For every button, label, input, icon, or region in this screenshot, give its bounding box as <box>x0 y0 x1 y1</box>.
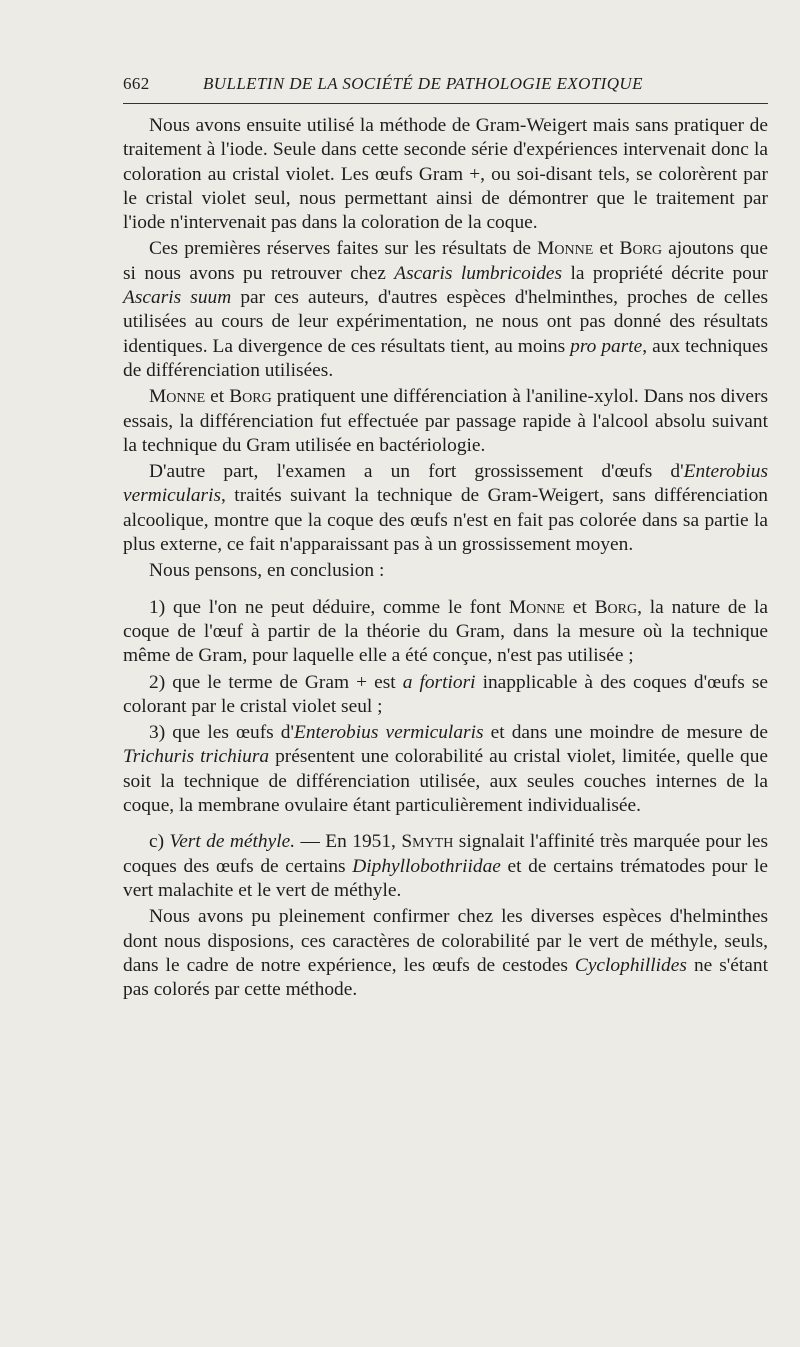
paragraph-differenciation: Monne et Borg pratiquent une différenciation à l'aniline-xylol. Dans nos divers essais, la différenciation fut effectuée par passage rapide à l'alcool absolu suivant la technique du Gram utilisée en bactériologie. <box>123 386 768 456</box>
author-monne: Monne <box>537 238 594 260</box>
taxon-name: Diphyllobothriidae <box>352 855 501 877</box>
paragraph-reserves: Ces premières réserves faites sur les résultats de Monne et Borg ajoutons que si nous avons pu retrouver chez Ascaris lumbricoides la propriété décrite pour Ascaris suum par ces auteurs, d'autres espèces d'helminthes, proches de celles utilisées au cours de leur expérimentation, ne nous ont pas donné des résultats identiques. La divergence de ces résultats tient, au moins pro parte, aux techniques de différenciation utilisées. <box>123 238 769 381</box>
author-monne: Monne <box>508 596 565 618</box>
latin-phrase: a fortiori <box>402 671 476 693</box>
species-name: Ascaris suum <box>123 287 232 309</box>
conclusion-item-1: 1) que l'on ne peut déduire, comme le font Monne et Borg, la nature de la coque de l'œuf à partir de la théorie du Gram, dans la mesure où la technique même de Gram, pour laquelle elle a été conçue, n'est pas utilisée ; <box>123 596 768 667</box>
author-monne: Monne <box>149 386 206 408</box>
species-name: Trichuris trichiura <box>123 746 270 768</box>
species-name: Ascaris lumbricoides <box>394 262 563 284</box>
species-name: Enterobius vermicularis <box>123 461 768 507</box>
taxon-name: Cyclophillides <box>574 954 687 976</box>
author-borg: Borg <box>229 386 272 408</box>
header-rule <box>123 103 768 104</box>
author-borg: Borg <box>619 238 663 260</box>
article-body <box>123 114 768 1002</box>
species-name: Enterobius vermicularis <box>294 722 484 744</box>
conclusion-item-3: 3) que les œufs d'Enterobius vermicularis et dans une moindre de mesure de Trichuris trichiura présentent une colorabilité au cristal violet, limitée, quelle que soit la technique de différenciation utilisée, aux seules couches internes de la coque, la membrane ovulaire étant particulièrement individualisée. <box>123 722 768 817</box>
paragraph-confirmation: Nous avons pu pleinement confirmer chez les diverses espèces d'helminthes dont nous disposions, ces caractères de colorabilité par le vert de méthyle, seuls, dans le cadre de notre expérience, les œufs de cestodes Cyclophillides ne s'étant pas colorés par cette méthode. <box>123 906 768 1001</box>
author-smyth: Smyth <box>401 831 454 853</box>
section-vert-de-methyle: c) Vert de méthyle. — En 1951, Smyth signalait l'affinité très marquée pour les coques des œufs de certains Diphyllobothriidae et de certains trématodes pour le vert malachite et le vert de méthyle. <box>123 831 768 901</box>
journal-title: BULLETIN DE LA SOCIÉTÉ DE PATHOLOGIE EXOTIQUE <box>203 74 643 93</box>
latin-phrase: pro parte <box>570 335 643 357</box>
page-number: 662 <box>123 74 150 93</box>
conclusion-item-2: 2) que le terme de Gram + est a fortiori inapplicable à des coques d'œufs se colorant par le cristal violet seul ; <box>123 671 768 717</box>
paragraph-conclusion-intro: Nous pensons, en conclusion : <box>149 560 385 582</box>
author-borg: Borg <box>594 596 638 618</box>
paragraph-gram-weigert: Nous avons ensuite utilisé la méthode de Gram-Weigert mais sans pratiquer de traitement à l'iode. Seule dans cette seconde série d'expériences intervenait donc la coloration au cristal violet. Les œufs Gram +, ou soi-disant tels, se colorèrent par le cristal violet seul, nous permettant ainsi de démontrer que le traitement par l'iode n'intervenait pas dans la coloration de la coque. <box>123 115 768 234</box>
section-heading: Vert de méthyle. <box>169 831 296 853</box>
paragraph-examen: D'autre part, l'examen a un fort grossissement d'œufs d'Enterobius vermicularis, traités suivant la technique de Gram-Weigert, sans différenciation alcoolique, montre que la coque des œufs n'est en fait pas colorée dans sa partie la plus externe, ce fait n'apparaissant pas à un grossissement moyen. <box>123 461 768 556</box>
